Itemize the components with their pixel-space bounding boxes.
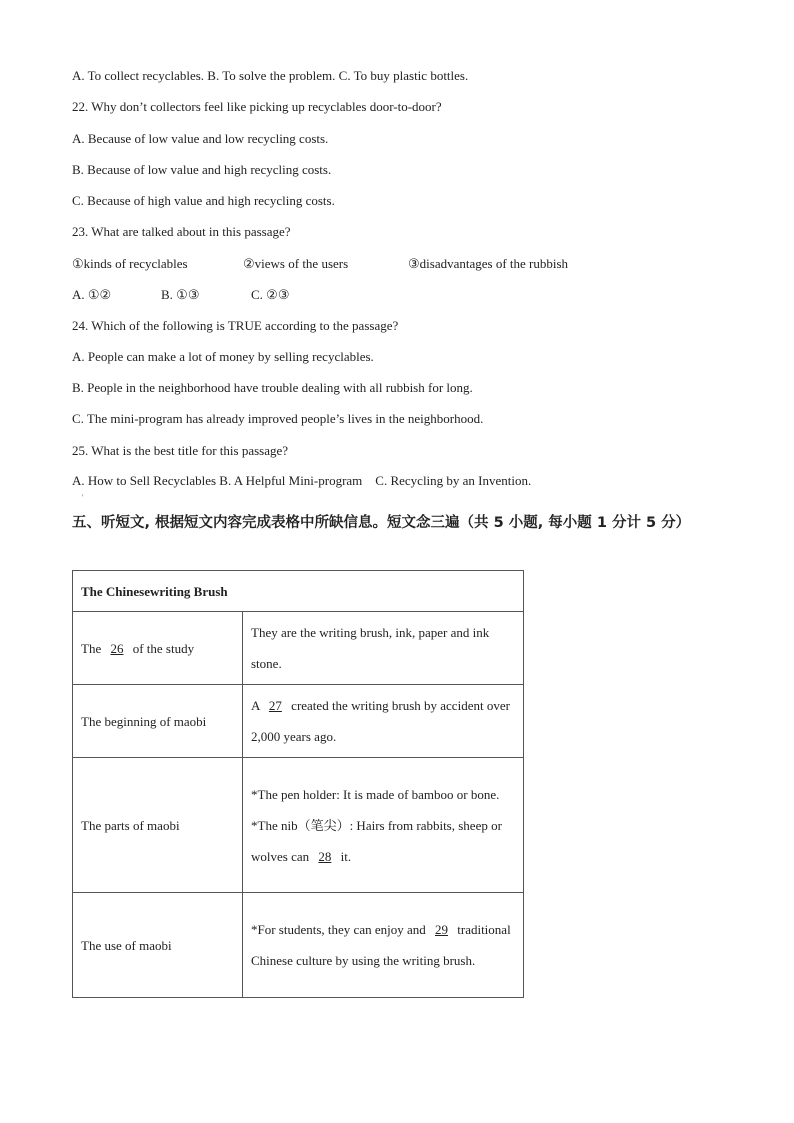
- q22-option-a: A. Because of low value and low recycling costs.: [72, 131, 329, 146]
- row4-content: [243, 893, 524, 998]
- table-title: The Chinesewriting Brush: [73, 571, 524, 612]
- row2-content-post: created the writing brush by accident over 2,000 years ago.: [251, 698, 510, 744]
- q23-option-a: A. ①②: [72, 287, 112, 302]
- table-row: [73, 893, 524, 998]
- q23-item-2: ②views of the users: [243, 256, 349, 271]
- row2-label: The beginning of maobi: [73, 685, 243, 758]
- q24-stem: 24. Which of the following is TRUE according to the passage?: [72, 318, 399, 333]
- q23-item-3: ③disadvantages of the rubbish: [408, 256, 569, 271]
- table-header-row: [73, 571, 524, 612]
- row3-content-line1: *The pen holder: It is made of bamboo or bone.: [251, 786, 500, 802]
- blank-26[interactable]: 26: [110, 640, 124, 656]
- blank-27[interactable]: 27: [268, 698, 282, 713]
- q23-option-c: C. ②③: [251, 287, 290, 302]
- table-row: [73, 758, 524, 893]
- q25-stem: 25. What is the best title for this passage?: [72, 443, 289, 458]
- section-5-heading: 五、听短文, 根据短文内容完成表格中所缺信息。短文念三遍（共 5 小题, 每小题 1 分计 5 分）: [72, 515, 691, 531]
- row4-label: The use of maobi: [73, 893, 243, 998]
- row3-content-post: it.: [340, 848, 352, 864]
- row1-label-pre: The: [81, 640, 102, 656]
- q23-option-b: B. ①③: [161, 287, 200, 302]
- q25-options: A. How to Sell Recyclables B. A Helpful Mini-program C. Recycling by an Invention.: [72, 473, 532, 488]
- row3-label: The parts of maobi: [73, 758, 243, 893]
- row4-content-pre: *For students, they can enjoy and: [251, 922, 426, 937]
- q22-option-c: C. Because of high value and high recycling costs.: [72, 193, 335, 208]
- row2-content-pre: A: [251, 698, 260, 713]
- writing-brush-table: [72, 570, 524, 998]
- blank-28[interactable]: 28: [318, 848, 332, 864]
- q23-stem: 23. What are talked about in this passage?: [72, 224, 291, 239]
- blank-29[interactable]: 29: [435, 922, 448, 937]
- q24-option-c: C. The mini-program has already improved people’s lives in the neighborhood.: [72, 411, 484, 426]
- q24-option-b: B. People in the neighborhood have trouble dealing with all rubbish for long.: [72, 380, 473, 395]
- stray-mark: ': [82, 493, 84, 502]
- q22-option-b: B. Because of low value and high recycling costs.: [72, 162, 332, 177]
- row3-content-pre: *The nib（笔尖）: Hairs from rabbits, sheep or wolves can: [251, 817, 502, 864]
- row1-content: They are the writing brush, ink, paper and ink stone.: [243, 612, 524, 685]
- q21-options: A. To collect recyclables. B. To solve the problem. C. To buy plastic bottles.: [72, 68, 469, 83]
- row1-label: [73, 612, 243, 685]
- table-row: [73, 685, 524, 758]
- row3-content-line2: [251, 810, 515, 872]
- q24-option-a: A. People can make a lot of money by selling recyclables.: [72, 349, 374, 364]
- q23-item-1: ①kinds of recyclables: [72, 256, 188, 271]
- q22-stem: 22. Why don’t collectors feel like picking up recyclables door-to-door?: [72, 99, 442, 114]
- row4-content-post: traditional Chinese culture by using the writing brush.: [251, 922, 511, 968]
- table-row: [73, 612, 524, 685]
- row1-label-post: of the study: [132, 640, 195, 656]
- row3-content: [243, 758, 524, 893]
- row2-content: [243, 685, 524, 758]
